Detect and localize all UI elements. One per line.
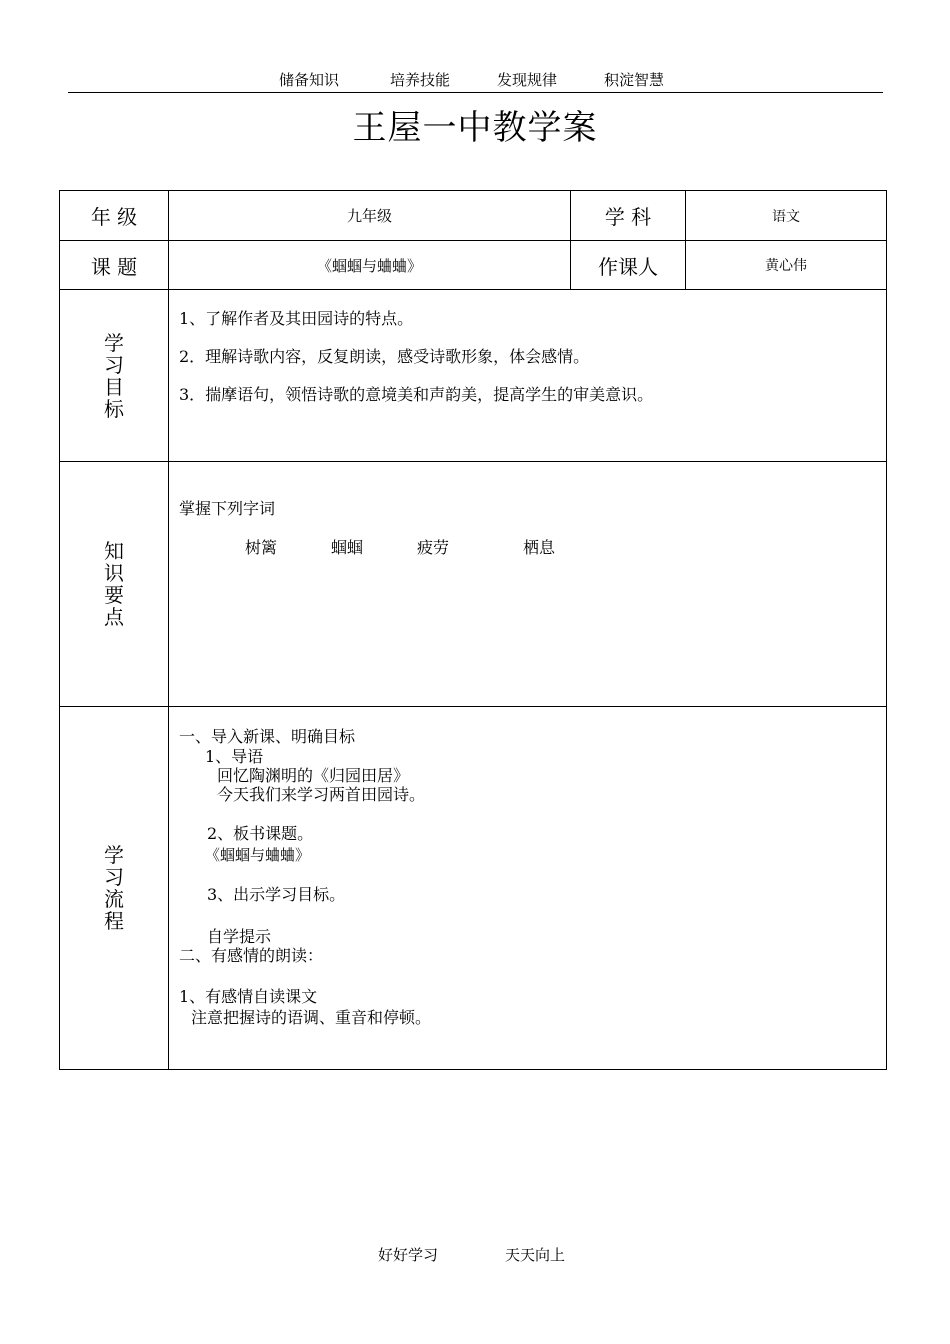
header-motto-1: 储备知识 <box>279 71 340 89</box>
author-value: 黄心伟 <box>686 241 887 290</box>
row-process <box>60 707 887 1070</box>
process-line-2: 1、导语 <box>205 747 264 766</box>
row-grade <box>60 191 887 241</box>
process-line-8: 自学提示 <box>207 927 272 946</box>
goals-label-cell <box>60 290 169 462</box>
goal-item-2: 2．理解诗歌内容，反复朗读，感受诗歌形象，体会感情。 <box>179 347 590 366</box>
page-header <box>68 66 883 93</box>
grade-label: 年 级 <box>60 191 169 241</box>
knowledge-label-cell <box>60 462 169 707</box>
grade-value: 九年级 <box>169 191 571 241</box>
process-label-cell <box>60 707 169 1070</box>
process-content <box>169 707 887 1070</box>
process-line-9: 二、有感情的朗读： <box>179 946 324 965</box>
subject-value: 语文 <box>686 191 887 241</box>
process-line-10: 1、有感情自读课文 <box>179 987 318 1006</box>
lesson-plan-table <box>59 190 887 1070</box>
footer-right: 天天向上 <box>505 1246 566 1264</box>
page-title: 王屋一中教学案 <box>352 108 598 148</box>
row-goals <box>60 290 887 462</box>
header-motto-3: 发现规律 <box>497 71 558 89</box>
process-line-1: 一、导入新课、明确目标 <box>179 727 356 746</box>
process-line-3: 回忆陶渊明的《归园田居》 <box>217 766 410 785</box>
header-motto-4: 积淀智慧 <box>604 71 665 89</box>
process-line-7: 3、出示学习目标。 <box>207 885 346 904</box>
goals-label: 学习目标 <box>104 330 124 421</box>
process-line-5: 2、板书课题。 <box>207 824 314 843</box>
knowledge-label: 知识要点 <box>104 539 124 629</box>
goals-content <box>169 290 887 462</box>
topic-label: 课 题 <box>60 241 169 290</box>
process-label: 学习流程 <box>104 843 124 933</box>
knowledge-word-3: 疲劳 <box>417 538 450 557</box>
goal-item-3: 3．揣摩语句，领悟诗歌的意境美和声韵美，提高学生的审美意识。 <box>179 385 654 404</box>
goal-item-1: 1、了解作者及其田园诗的特点。 <box>179 309 414 328</box>
knowledge-word-2: 蝈蝈 <box>331 538 364 557</box>
knowledge-intro: 掌握下列字词 <box>179 499 276 518</box>
subject-label: 学 科 <box>571 191 686 241</box>
footer-left: 好好学习 <box>378 1246 439 1264</box>
knowledge-content <box>169 462 887 707</box>
process-line-6: 《蝈蝈与蛐蛐》 <box>205 846 311 864</box>
knowledge-word-4: 栖息 <box>523 538 556 557</box>
knowledge-word-1: 树篱 <box>245 538 278 557</box>
process-line-4: 今天我们来学习两首田园诗。 <box>217 785 426 804</box>
topic-value: 《蝈蝈与蛐蛐》 <box>169 241 571 290</box>
author-label: 作课人 <box>571 241 686 290</box>
process-line-11: 注意把握诗的语调、重音和停顿。 <box>191 1008 432 1027</box>
row-knowledge <box>60 462 887 707</box>
row-topic <box>60 241 887 290</box>
header-motto-2: 培养技能 <box>390 71 451 89</box>
